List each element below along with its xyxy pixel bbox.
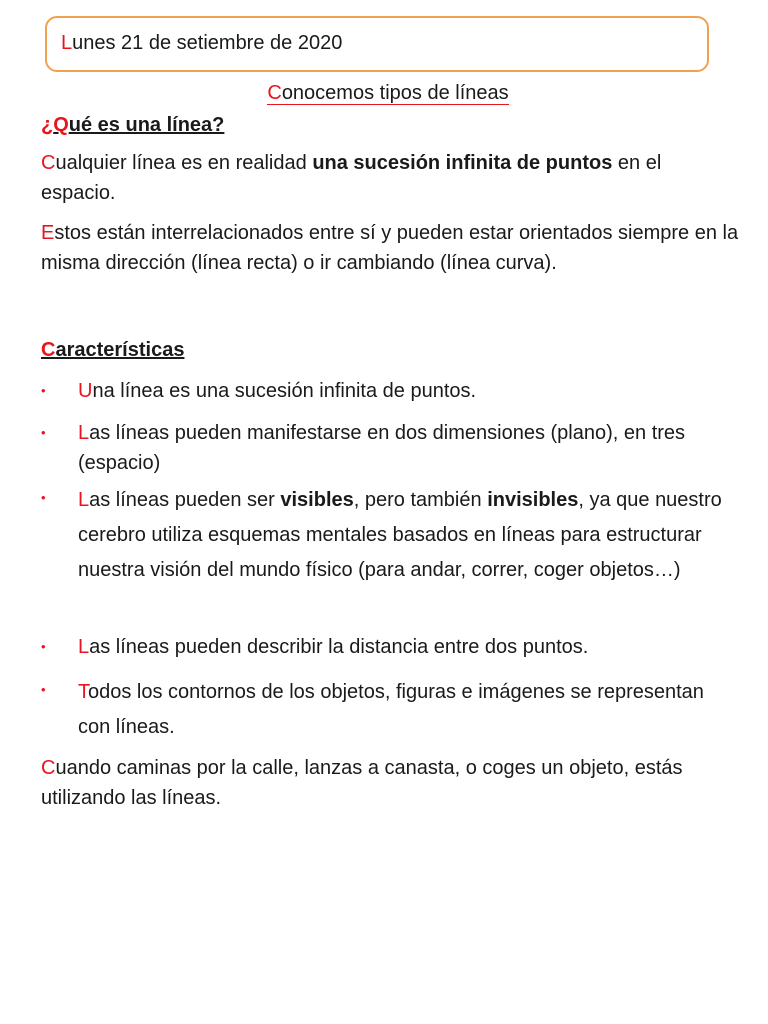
closing-text: uando caminas por la calle, lanzas a canasta, o coges un objeto, estás utilizando las líneas.	[41, 757, 683, 809]
item-text: odos los contornos de los objetos, figuras e imágenes se representan con líneas.	[78, 681, 704, 738]
heading-rest: aracterísticas	[55, 339, 185, 361]
item-text: as líneas pueden manifestarse en dos dimensiones (plano), en tres (espacio)	[78, 422, 686, 474]
bullet-icon: •	[41, 639, 46, 654]
characteristics-heading	[41, 338, 184, 362]
bullet-icon: •	[41, 425, 46, 440]
list-item	[41, 675, 738, 745]
item-initial: L	[78, 636, 90, 658]
item-text: , ya que nuestro cerebro utiliza esquemas mentales basados en líneas para estructurar nuestra visión del mundo físico (para andar, correr, coger objetos…)	[78, 489, 722, 581]
date-initial: L	[61, 32, 73, 54]
title-initial: C	[267, 82, 282, 104]
question-initial: Q	[53, 114, 69, 136]
item-bold-text: invisibles	[487, 489, 579, 511]
closing-paragraph	[41, 753, 751, 813]
item-text: as líneas pueden ser	[89, 489, 281, 511]
paragraph-bold-text: una sucesión infinita de puntos	[312, 152, 613, 174]
bullet-icon: •	[41, 682, 46, 697]
orientation-paragraph	[41, 218, 741, 278]
definition-paragraph	[41, 148, 741, 208]
bullet-icon: •	[41, 383, 46, 398]
date-text	[61, 33, 342, 53]
item-initial: U	[78, 380, 93, 402]
item-initial: L	[78, 422, 90, 444]
item-text: na línea es una sucesión infinita de puntos.	[92, 380, 477, 402]
page-title	[0, 81, 768, 105]
item-initial: L	[78, 489, 90, 511]
item-text: , pero también	[353, 489, 488, 511]
question-heading	[41, 113, 224, 137]
paragraph-initial: E	[41, 222, 55, 244]
question-mark: ¿	[41, 114, 54, 136]
list-item	[41, 632, 738, 662]
list-item	[41, 483, 738, 588]
paragraph-text: stos están interrelacionados entre sí y pueden estar orientados siempre en la misma dirección (línea recta) o ir cambiando (línea curva).	[41, 222, 739, 274]
bullet-icon: •	[41, 490, 46, 505]
paragraph-initial: C	[41, 152, 56, 174]
paragraph-text: en el espacio.	[41, 152, 662, 204]
question-rest: ué es una línea?	[68, 114, 225, 136]
item-initial: T	[78, 681, 88, 703]
paragraph-text: ualquier línea es en realidad	[55, 152, 313, 174]
list-item	[41, 376, 738, 406]
title-rest: onocemos tipos de líneas	[281, 82, 509, 104]
heading-initial: C	[41, 339, 56, 361]
item-text: as líneas pueden describir la distancia entre dos puntos.	[89, 636, 589, 658]
closing-initial: C	[41, 757, 56, 779]
date-rest: unes 21 de setiembre de 2020	[72, 32, 343, 54]
date-box	[45, 16, 709, 72]
list-item	[41, 418, 738, 478]
item-bold-text: visibles	[280, 489, 354, 511]
